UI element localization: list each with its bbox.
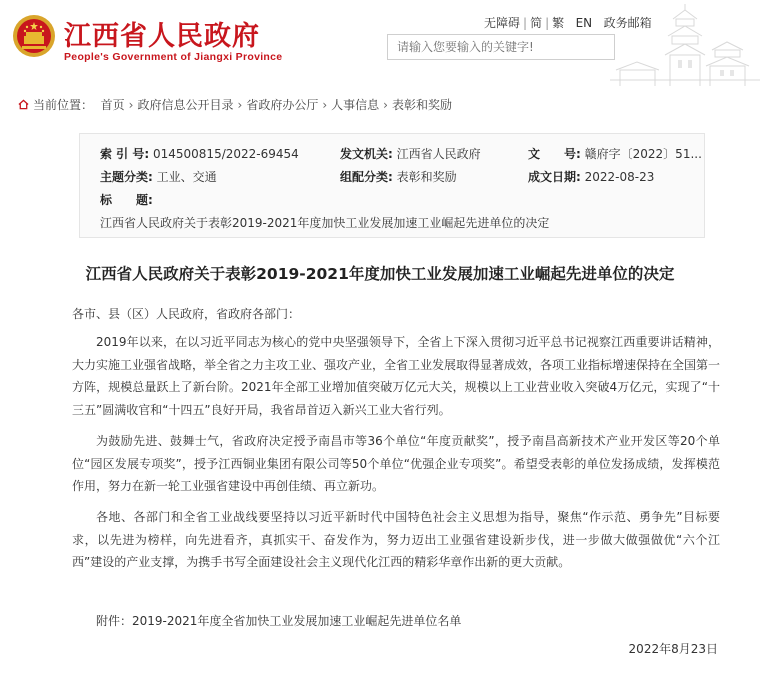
traditional-link[interactable]: 繁 — [552, 16, 565, 30]
doc-info-box — [79, 133, 705, 238]
national-emblem-icon — [12, 14, 56, 58]
accessibility-link[interactable]: 无障碍 — [484, 16, 521, 30]
signature-date: 2022年8月23日 — [628, 642, 718, 656]
breadcrumb-item-awards[interactable]: 表彰和奖励 — [391, 98, 452, 112]
simplified-link[interactable]: 简 — [530, 16, 543, 30]
top-links: 无障碍 | 简 | 繁 EN 政务邮箱 — [484, 16, 652, 30]
breadcrumb-item-info-catalog[interactable]: 政府信息公开目录 — [137, 98, 234, 112]
assembly-category: 组配分类: 表彰和奖励 — [340, 170, 457, 184]
article-title: 江西省人民政府关于表彰2019-2021年度加快工业发展加速工业崛起先进单位的决定 — [85, 265, 675, 283]
breadcrumb-item-personnel[interactable]: 人事信息 — [331, 98, 380, 112]
paragraph-3: 各地、各部门和全省工业战线要坚持以习近平新时代中国特色社会主义思想为指导，聚焦“作示范、勇争先”目标要求，以先进为榜样，向先进看齐，真抓实干、奋发作为，努力迈出工业强省建设新步伐，进一步做大做强做优“六个江西”建设的产业支撑，为携手书写全面建设社会主义现代化江西的精彩华章作出新的更大贡献。 — [72, 510, 720, 569]
home-icon — [18, 99, 29, 110]
english-link[interactable]: EN — [575, 16, 593, 30]
title-value: 江西省人民政府关于表彰2019-2021年度加快工业发展加速工业崛起先进单位的决定 — [100, 216, 550, 230]
document-number: 文 号: 赣府字〔2022〕51... — [528, 147, 702, 161]
breadcrumb-label: 当前位置： — [33, 98, 94, 112]
paragraph-2: 为鼓励先进、鼓舞士气，省政府决定授予南昌市等36个单位“年度贡献奖”，授予南昌高新技术产业开发区等20个单位“园区发展专项奖”，授予江西铜业集团有限公司等50个单位“优强企业专项奖”。希望受表彰的单位发扬成绩，发挥模范作用，努力在新一轮工业强省建设中再创佳绩、再立新功。 — [72, 434, 720, 493]
breadcrumb-item-home[interactable]: 首页 — [100, 98, 125, 112]
site-name[interactable]: 江西省人民政府 — [64, 21, 260, 52]
tower-skyline-icon — [610, 0, 760, 86]
title-label: 标 题: — [100, 193, 153, 207]
issuing-authority: 发文机关: 江西省人民政府 — [340, 147, 481, 161]
breadcrumb-item-general-office[interactable]: 省政府办公厅 — [246, 98, 319, 112]
index-number: 索 引 号: 014500815/2022-69454 — [100, 147, 299, 161]
written-date: 成文日期: 2022-08-23 — [528, 170, 655, 184]
topic-category: 主题分类: 工业、交通 — [100, 170, 217, 184]
paragraph-1: 2019年以来，在以习近平同志为核心的党中央坚强领导下，全省上下深入贯彻习近平总书记视察江西重要讲话精神，大力实施工业强省战略，举全省之力主攻工业、强攻产业，全省工业发展取得显著成效，各项工业指标增速保持在全国第一方阵，规模总量跃上了新台阶。2021年全部工业增加值突破万亿元大关，规模以上工业营业收入突破4万亿元，实现了“十三五”圆满收官和“十四五”良好开局，我省昂首迈入新兴工业大省行列。 — [72, 335, 721, 417]
breadcrumb: 当前位置： 首页 › 政府信息公开目录 › 省政府办公厅 › 人事信息 › 表彰和奖励 — [18, 96, 452, 113]
salutation: 各市、县（区）人民政府，省政府各部门： — [72, 307, 301, 321]
search-input[interactable] — [387, 34, 615, 60]
site-name-en: People's Government of Jiangxi Province — [64, 51, 283, 63]
attachment-link[interactable]: 附件：2019-2021年度全省加快工业发展加速工业崛起先进单位名单 — [96, 614, 462, 628]
site-header — [0, 0, 760, 86]
gov-mail-link[interactable]: 政务邮箱 — [603, 16, 652, 30]
